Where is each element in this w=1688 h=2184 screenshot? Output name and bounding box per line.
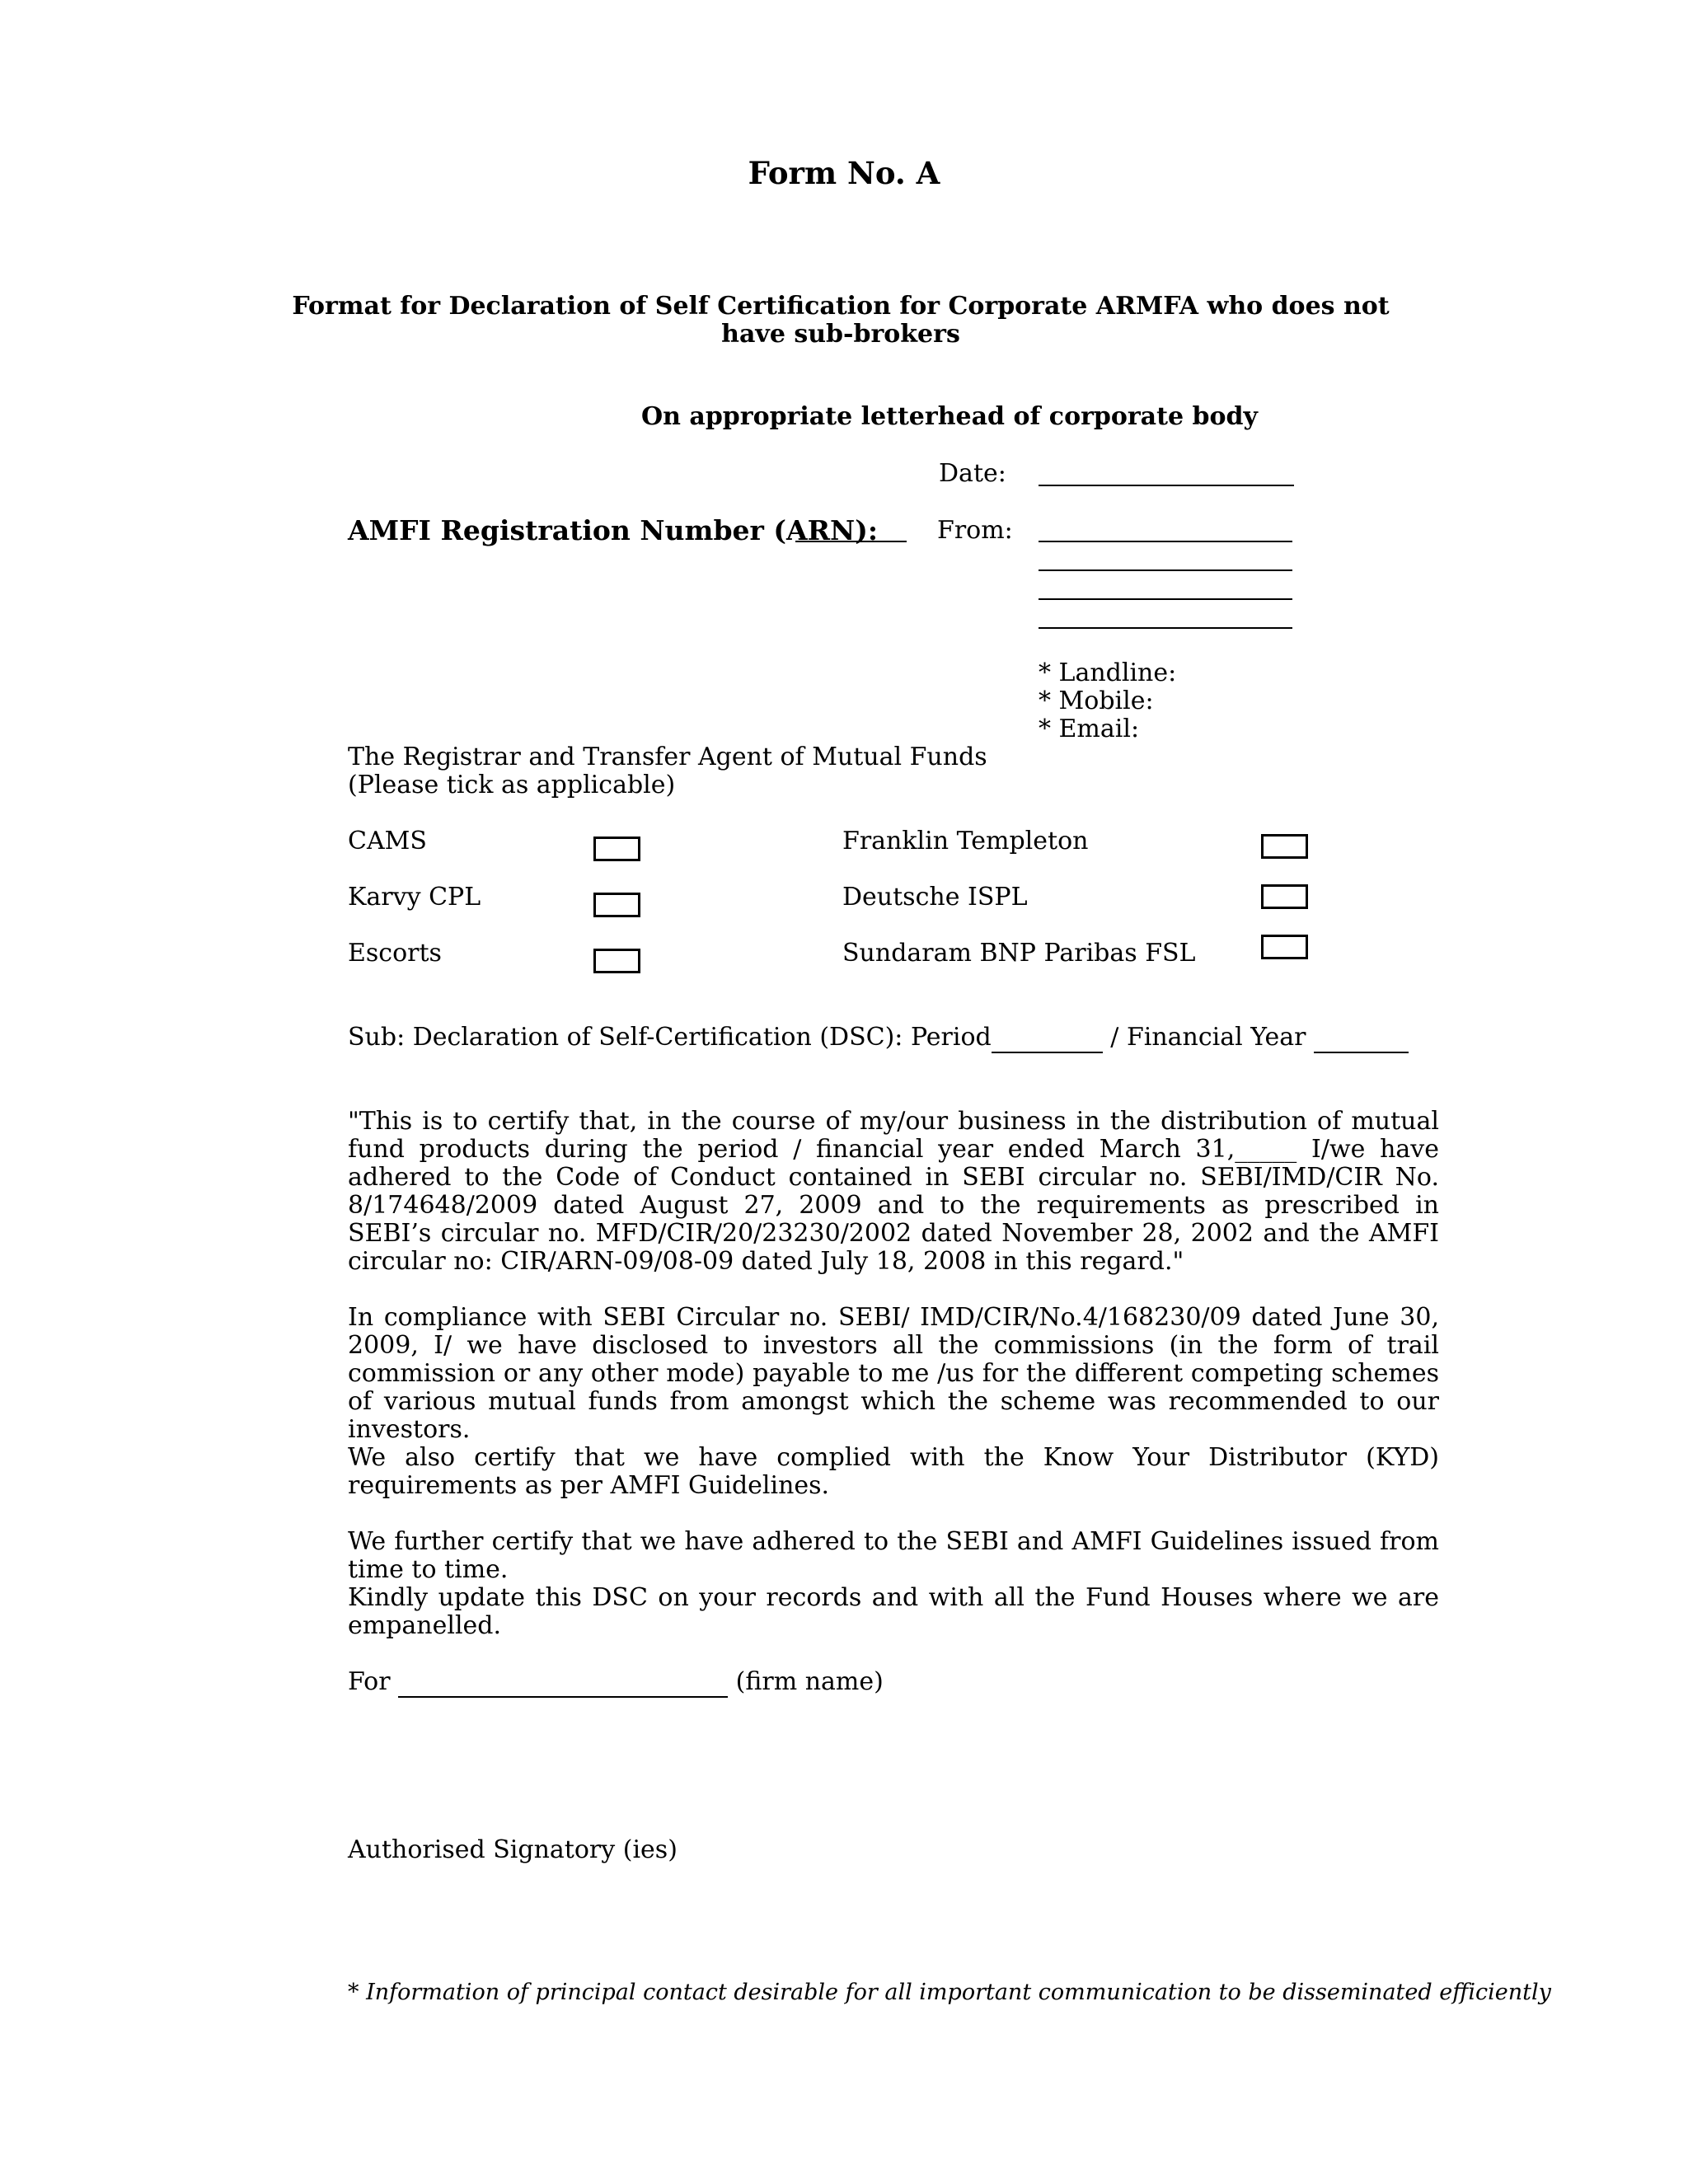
form-subtitle: Format for Declaration of Self Certification for Corporate ARMFA who does not have sub-brokers [292, 292, 1390, 349]
checkbox-franklin[interactable] [1261, 834, 1308, 859]
mobile-label: * Mobile: [1039, 687, 1154, 715]
firm-name-label: (firm name) [735, 1667, 884, 1696]
from-label: From: [937, 516, 1013, 545]
date-label: Date: [939, 459, 1006, 488]
option-label-escorts: Escorts [348, 939, 442, 968]
from-field-line-2[interactable] [1039, 569, 1292, 571]
arn-field[interactable] [795, 541, 907, 542]
landline-label: * Landline: [1039, 658, 1177, 687]
for-label: For [348, 1667, 391, 1696]
registrar-heading: The Registrar and Transfer Agent of Mutual Funds [348, 743, 987, 771]
from-field-line-4[interactable] [1039, 627, 1292, 629]
arn-label: AMFI Registration Number (ARN): [348, 514, 879, 546]
from-field-line-1[interactable] [1039, 541, 1292, 542]
date-field[interactable] [1039, 485, 1294, 486]
registrar-instruction: (Please tick as applicable) [348, 771, 676, 799]
checkbox-karvy[interactable] [593, 893, 640, 917]
checkbox-deutsche[interactable] [1261, 884, 1308, 909]
email-label: * Email: [1039, 715, 1140, 743]
compliance-paragraph: In compliance with SEBI Circular no. SEBI/ IMD/CIR/No.4/168230/09 dated June 30, 2009, I/ we have disclosed to investors all the commissions (in the form of trail commission or any other mode) payable to me /us for the different competing schemes of various mutual funds from amongst which the scheme was recommended to our investors. [348, 1303, 1439, 1444]
option-label-franklin: Franklin Templeton [842, 827, 1089, 855]
footnote: * Information of principal contact desirable for all important communication to be disseminated efficiently [348, 1980, 1551, 2005]
firm-name-field[interactable] [398, 1668, 728, 1698]
checkbox-escorts[interactable] [593, 949, 640, 973]
update-request-paragraph: Kindly update this DSC on your records and with all the Fund Houses where we are empanelled. [348, 1583, 1439, 1640]
kyd-paragraph: We also certify that we have complied with the Know Your Distributor (KYD) requirements as per AMFI Guidelines. [348, 1443, 1439, 1500]
letterhead-note: On appropriate letterhead of corporate body [641, 402, 1258, 431]
financial-year-field[interactable] [1314, 1024, 1409, 1053]
form-title: Form No. A [748, 155, 940, 191]
subject-line [348, 1024, 1409, 1053]
checkbox-cams[interactable] [593, 837, 640, 861]
from-field-line-3[interactable] [1039, 598, 1292, 600]
certification-paragraph: "This is to certify that, in the course of my/our business in the distribution of mutual fund products during the period / financial year ended March 31,_____ I/we have adhered to the Code of Conduct contained in SEBI circular no. SEBI/IMD/CIR No. 8/174648/2009 dated August 27, 2009 and to the requirements as prescribed in SEBI’s circular no. MFD/CIR/20/23230/2002 dated November 28, 2002 and the AMFI circular no: CIR/ARN-09/08-09 dated July 18, 2008 in this regard." [348, 1107, 1439, 1276]
option-label-deutsche: Deutsche ISPL [842, 883, 1028, 912]
authorised-signatory: Authorised Signatory (ies) [348, 1835, 678, 1864]
for-line [348, 1668, 884, 1698]
option-label-sundaram: Sundaram BNP Paribas FSL [842, 939, 1196, 968]
option-label-cams: CAMS [348, 827, 427, 855]
option-label-karvy: Karvy CPL [348, 883, 481, 912]
guidelines-paragraph: We further certify that we have adhered to the SEBI and AMFI Guidelines issued from time to time. [348, 1527, 1439, 1584]
period-field[interactable] [992, 1024, 1103, 1053]
financial-year-label: / Financial Year [1110, 1023, 1306, 1052]
checkbox-sundaram[interactable] [1261, 935, 1308, 959]
subject-prefix: Sub: Declaration of Self-Certification (DSC): Period [348, 1023, 992, 1052]
